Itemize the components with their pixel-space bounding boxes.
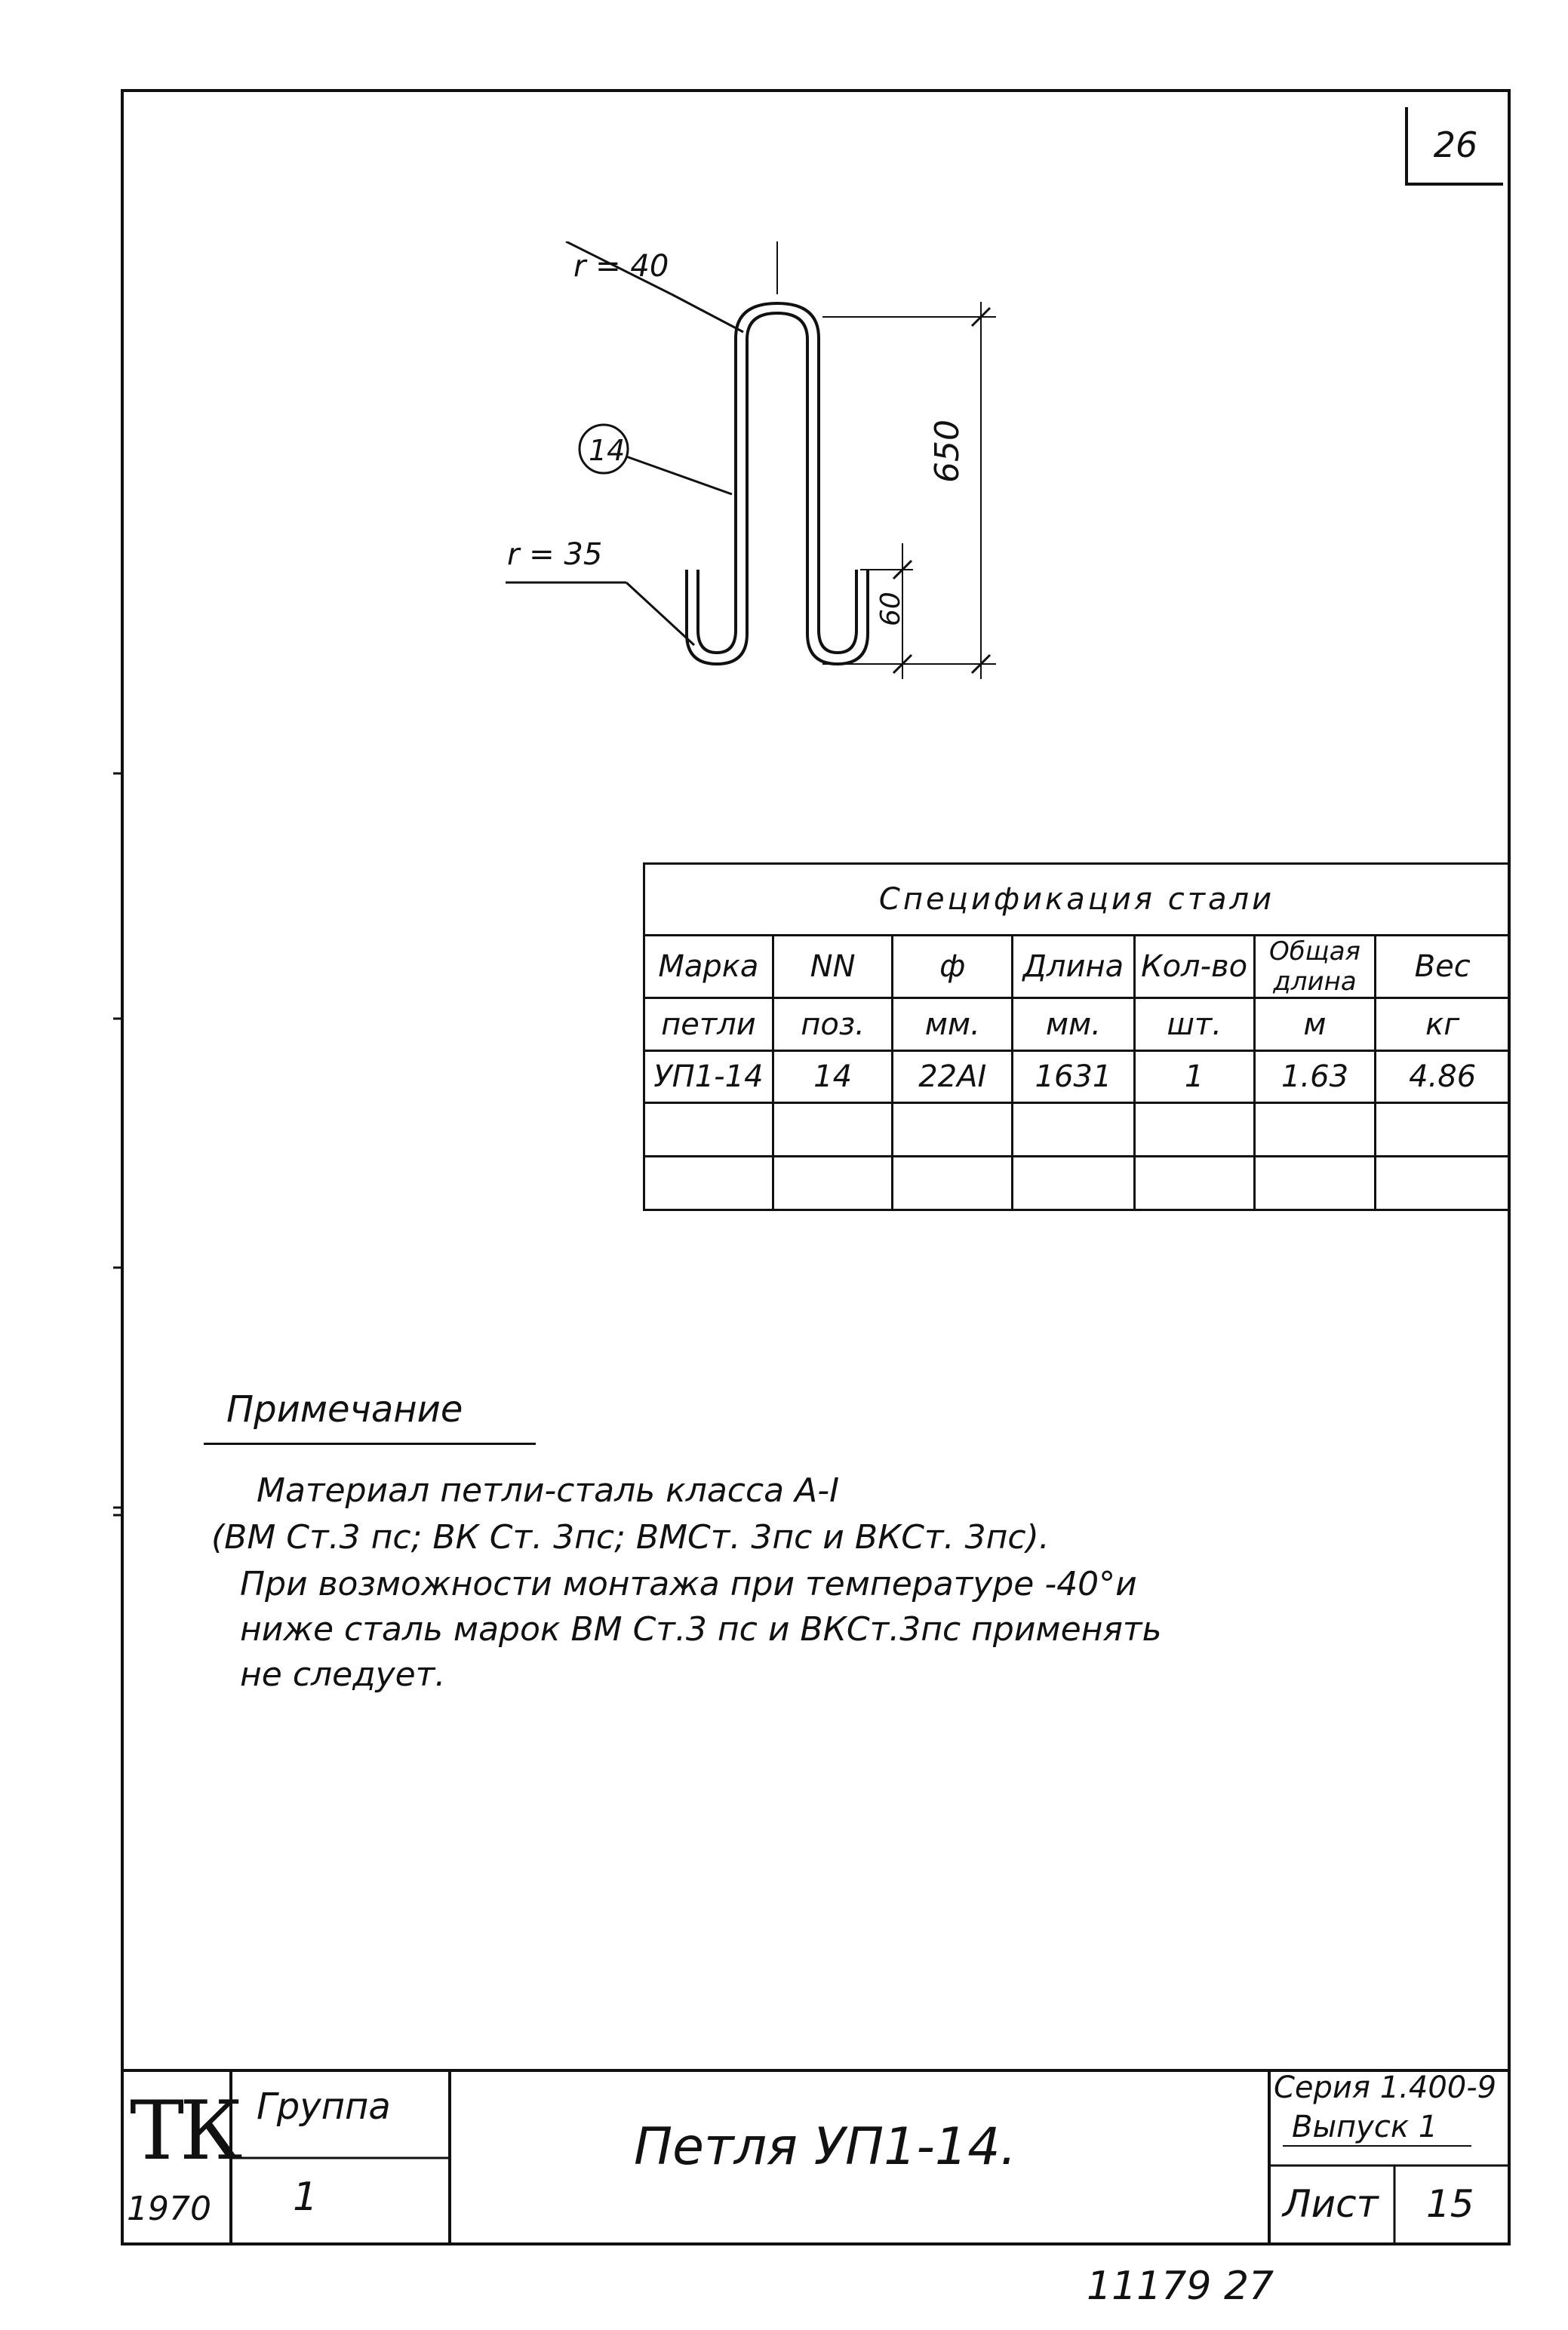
table-row-empty (644, 1157, 1510, 1210)
table-cell: 22AI (893, 1051, 1013, 1103)
note-title-underline (204, 1443, 536, 1445)
table-cell: 14 (773, 1051, 893, 1103)
group-value: 1 (293, 2175, 318, 2220)
table-row (644, 1051, 1510, 1103)
header-cell: петли (644, 998, 773, 1051)
archive-number: 11179 27 (1087, 2264, 1274, 2309)
table-cell: 4.86 (1376, 1051, 1510, 1103)
table-cell: 1.63 (1254, 1051, 1376, 1103)
dimension-hook: 60 (875, 592, 906, 626)
table-cell (1254, 1103, 1376, 1157)
header-cell: мм. (1013, 998, 1134, 1051)
position-mark: 14 (589, 434, 626, 467)
note-line: ниже сталь марок ВМ Ст.3 пс и ВКСт.3пс применять (240, 1610, 1162, 1649)
steel-spec-table (643, 862, 1511, 1211)
note-line: не следует. (240, 1655, 446, 1694)
table-cell (644, 1103, 773, 1157)
table-cell: 1631 (1013, 1051, 1134, 1103)
spec-table-title: Спецификация стали (644, 864, 1510, 936)
note-line: При возможности монтажа при температуре -40°и (240, 1565, 1137, 1603)
title-block (121, 2069, 1511, 2245)
table-cell (1376, 1103, 1510, 1157)
header-cell: Длина (1013, 936, 1134, 998)
dimension-total: 650 (928, 420, 967, 483)
table-cell (773, 1103, 893, 1157)
table-cell (1134, 1157, 1254, 1210)
header-cell: NN (773, 936, 893, 998)
sheet-number-box: 26 (1405, 107, 1503, 186)
table-cell: УП1-14 (644, 1051, 773, 1103)
table-cell (773, 1157, 893, 1210)
year-label: 1970 (127, 2190, 211, 2228)
header-cell: Марка (644, 936, 773, 998)
header-cell: Кол-во (1134, 936, 1254, 998)
margin-ticks (0, 0, 128, 2330)
table-cell (1376, 1157, 1510, 1210)
loop-drawing (483, 241, 1056, 709)
header-cell: поз. (773, 998, 893, 1051)
header-cell: Вес (1376, 936, 1510, 998)
table-cell (644, 1157, 773, 1210)
group-label: Группа (257, 2086, 391, 2128)
table-cell (1013, 1103, 1134, 1157)
radius-bottom-label: r = 35 (507, 537, 603, 572)
issue-label: Выпуск 1 (1292, 2110, 1438, 2144)
radius-top-label: r = 40 (573, 249, 669, 284)
header-cell: ф (893, 936, 1013, 998)
table-cell (1013, 1157, 1134, 1210)
note-title: Примечание (226, 1388, 463, 1431)
header-cell: шт. (1134, 998, 1254, 1051)
table-cell: 1 (1134, 1051, 1254, 1103)
series-label: Серия 1.400-9 (1274, 2070, 1497, 2105)
table-cell (1134, 1103, 1254, 1157)
table-cell (893, 1157, 1013, 1210)
sheet-value: 15 (1426, 2182, 1474, 2226)
drawing-title: Петля УП1-14. (634, 2117, 1017, 2177)
table-cell (893, 1103, 1013, 1157)
table-row-empty (644, 1103, 1510, 1157)
table-cell (1254, 1157, 1376, 1210)
tk-logo: ТК (130, 2084, 238, 2178)
note-line: Материал петли-сталь класса А-I (257, 1471, 840, 1510)
note-line: (ВМ Ст.3 пс; ВК Ст. 3пс; ВМСт. 3пс и ВКСт. 3пс). (211, 1518, 1050, 1557)
header-cell: кг (1376, 998, 1510, 1051)
sheet-label: Лист (1283, 2182, 1379, 2226)
header-cell: мм. (893, 998, 1013, 1051)
header-cell: Общая длина (1254, 936, 1376, 998)
header-cell: м (1254, 998, 1376, 1051)
